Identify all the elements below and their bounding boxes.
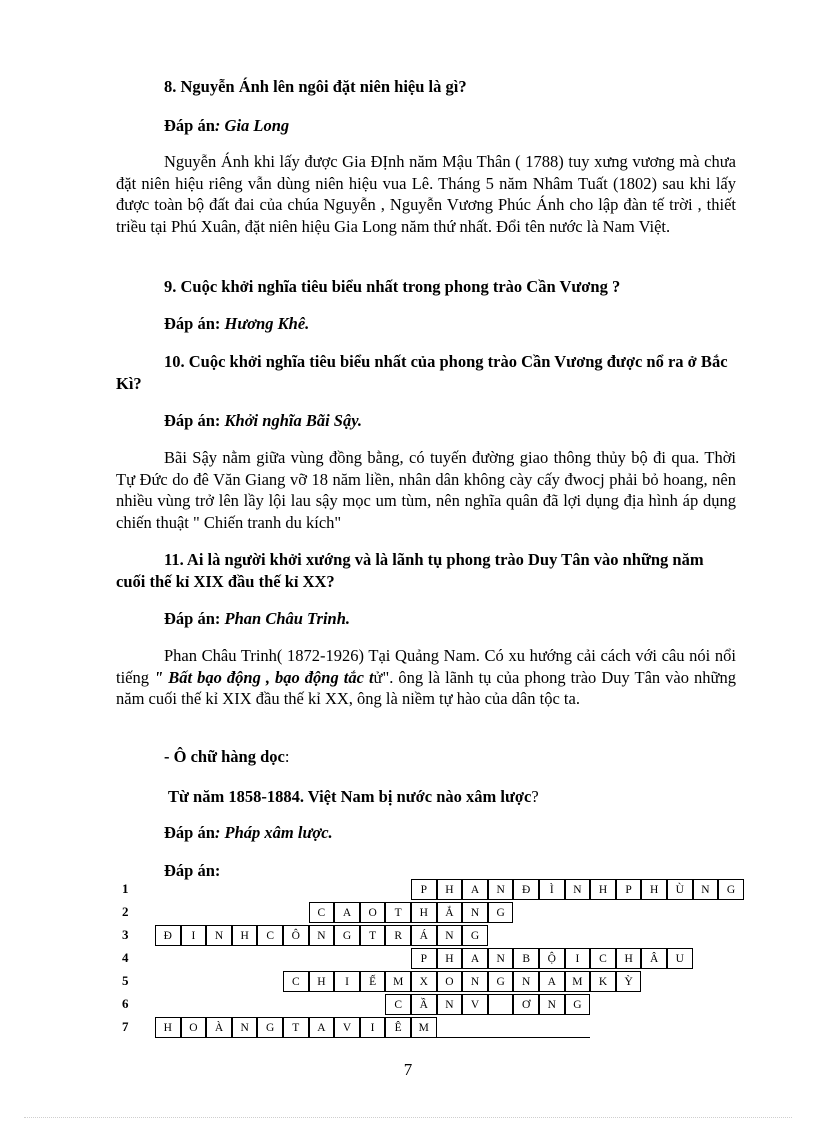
question-9: 9. Cuộc khởi nghĩa tiêu biểu nhất trong phong trào Cần Vương ? [164,277,621,296]
crossword-cell [488,994,514,1015]
answer-label: Đáp án: [164,314,221,333]
crossword-row-number: 7 [122,1019,129,1034]
answer-label: Đáp án [164,823,215,842]
crossword-cell: H [641,879,667,900]
crossword-cell: Ê [385,1017,411,1038]
crossword-cell: H [309,971,335,992]
crossword-cell: X [411,971,437,992]
answer-8 [116,115,736,137]
crossword-cell: C [309,902,335,923]
crossword-cell: A [334,902,360,923]
crossword-cell: G [488,902,514,923]
crossword-cell: C [257,925,283,946]
crossword-row-number: 4 [122,950,129,965]
crossword-cell: G [488,971,514,992]
crossword-row-number: 5 [122,973,129,988]
crossword-cell: N [309,925,335,946]
crossword-cell: U [667,948,693,969]
explanation-11: Phan Châu Trinh( 1872-1926) Tại Quảng Nam. Có xu hướng cải cách với câu nói nổi tiếng " Bất bạo động , bạo động tắc tử". ông là lãnh tụ của phong trào Duy Tân vào những năm cuối thế kỉ XIX đầu thế kỉ XX, ông là niềm tự hào của dân tộc ta. [116,646,736,708]
crossword-cell: Ù [667,879,693,900]
crossword-cell: T [385,902,411,923]
crossword-cell: Á [411,925,437,946]
answer-text: Hương Khê. [224,314,310,333]
question-11: 11. Ai là người khởi xướng và là lãnh tụ phong trào Duy Tân vào những năm cuối thế kỉ XIX đầu thế kỉ XX? [116,550,704,591]
crossword-cell: N [513,971,539,992]
crossword-cell: I [360,1017,386,1038]
crossword-row [122,1017,762,1039]
crossword-cell: G [334,925,360,946]
crossword-cell: O [437,971,463,992]
crossword-cell: C [385,994,411,1015]
crossword-cell: M [385,971,411,992]
question-8: 8. Nguyễn Ánh lên ngôi đặt niên hiệu là gì? [164,77,467,96]
answer-text: Khởi nghĩa Bãi Sậy. [224,411,363,430]
page-divider [24,1117,792,1118]
crossword-row-number: 3 [122,927,129,942]
crossword-row [122,948,762,970]
crossword-cell: H [155,1017,181,1038]
crossword-blank-line [437,1037,591,1038]
crossword-cell: Ộ [539,948,565,969]
crossword-cell: Ắ [437,902,463,923]
crossword-cell: H [590,879,616,900]
crossword-cell: À [206,1017,232,1038]
crossword-cell: N [693,879,719,900]
answer-label: Đáp án: [164,609,221,628]
crossword-cell: I [181,925,207,946]
crossword-row-number: 1 [122,881,129,896]
answer-text: : Pháp xâm lược. [214,823,333,842]
vertical-question: Từ năm 1858-1884. Việt Nam bị nước nào xâm lược? [168,787,539,806]
crossword-cell: A [462,879,488,900]
crossword-cell: N [462,971,488,992]
crossword-cell: H [616,948,642,969]
crossword-cell: I [334,971,360,992]
crossword-cell: Ỳ [616,971,642,992]
crossword-cell: N [565,879,591,900]
crossword-cell: N [488,948,514,969]
crossword-cell: O [181,1017,207,1038]
crossword-cell: M [411,1017,437,1038]
crossword-cell: Ì [539,879,565,900]
crossword-cell: H [437,879,463,900]
crossword-cell: A [539,971,565,992]
crossword-cell: A [462,948,488,969]
crossword-cell: T [360,925,386,946]
crossword-cell: P [411,948,437,969]
crossword-cell: Â [641,948,667,969]
crossword-cell: I [565,948,591,969]
answer-9 [116,313,736,335]
vertical-answer [116,822,736,844]
crossword-cell: N [206,925,232,946]
crossword-cell: O [360,902,386,923]
crossword-cell: N [232,1017,258,1038]
crossword-label: Đáp án: [164,861,221,880]
crossword-cell: V [334,1017,360,1038]
answer-label: Đáp án [164,116,215,135]
question-10: 10. Cuộc khởi nghĩa tiêu biểu nhất của phong trào Cần Vương được nổ ra ở Bắc Kì? [116,352,728,393]
crossword-cell: T [283,1017,309,1038]
crossword-row-number: 2 [122,904,129,919]
crossword-cell: C [283,971,309,992]
crossword-row [122,925,762,947]
answer-text: Phan Châu Trinh. [224,609,351,628]
crossword-cell: Đ [155,925,181,946]
explanation-10: Bãi Sậy nằm giữa vùng đồng bằng, có tuyến đường giao thông thủy bộ đi qua. Thời Tự Đức do đê Văn Giang vỡ 18 năm liền, nhân dân không cày cấy đwocj phải bỏ hoang, nên nhiều vùng trở lên lầy lội lau sậy mọc um tùm, nên nghĩa quân đã lợi dụng địa hình áp dụng chiến thuật " Chiến tranh du kích" [116,448,736,532]
crossword-cell: V [462,994,488,1015]
crossword-cell: K [590,971,616,992]
crossword-cell: N [462,902,488,923]
page-number: 7 [403,1060,413,1079]
crossword-cell: G [718,879,744,900]
crossword-cell: N [437,994,463,1015]
vertical-clue-heading: - Ô chữ hàng dọc: [164,747,290,766]
crossword-row [122,879,762,901]
crossword-row-number: 6 [122,996,129,1011]
answer-10 [116,410,736,432]
crossword-cell: N [437,925,463,946]
famous-quote: " Bất bạo động , bạo động tắc t [149,667,374,687]
crossword-cell: B [513,948,539,969]
crossword-cell: C [590,948,616,969]
crossword-row [122,902,762,924]
crossword-cell: M [565,971,591,992]
crossword-row [122,971,762,993]
crossword-cell: H [411,902,437,923]
crossword-cell: Ầ [411,994,437,1015]
answer-text: : Gia Long [214,116,290,135]
crossword-row [122,994,762,1016]
crossword-cell: P [616,879,642,900]
crossword-cell: Ơ [513,994,539,1015]
crossword-cell: G [257,1017,283,1038]
crossword-cell: H [232,925,258,946]
explanation-8: Nguyễn Ánh khi lấy được Gia ĐỊnh năm Mậu Thân ( 1788) tuy xưng vương mà chưa đặt niên hiệu riêng vẫn dùng niên hiệu vua Lê. Tháng 5 năm Nhâm Tuất (1802) sau khi lấy được toàn bộ đất đai của chúa Nguyễn , Nguyễn Vương Phúc Ánh cho lập đàn tế trời , thiết triều tại Phú Xuân, đặt niên hiệu Gia Long năm thứ nhất. Đổi tên nước là Nam Việt. [116,152,736,236]
crossword-cell: P [411,879,437,900]
answer-11 [116,608,736,630]
crossword-cell: A [309,1017,335,1038]
crossword-cell: R [385,925,411,946]
crossword-cell: Đ [513,879,539,900]
crossword-cell: G [462,925,488,946]
crossword-cell: Ế [360,971,386,992]
crossword-cell: H [437,948,463,969]
crossword-cell: N [539,994,565,1015]
crossword-cell: Ô [283,925,309,946]
crossword-cell: G [565,994,591,1015]
answer-label: Đáp án: [164,411,221,430]
crossword-cell: N [488,879,514,900]
